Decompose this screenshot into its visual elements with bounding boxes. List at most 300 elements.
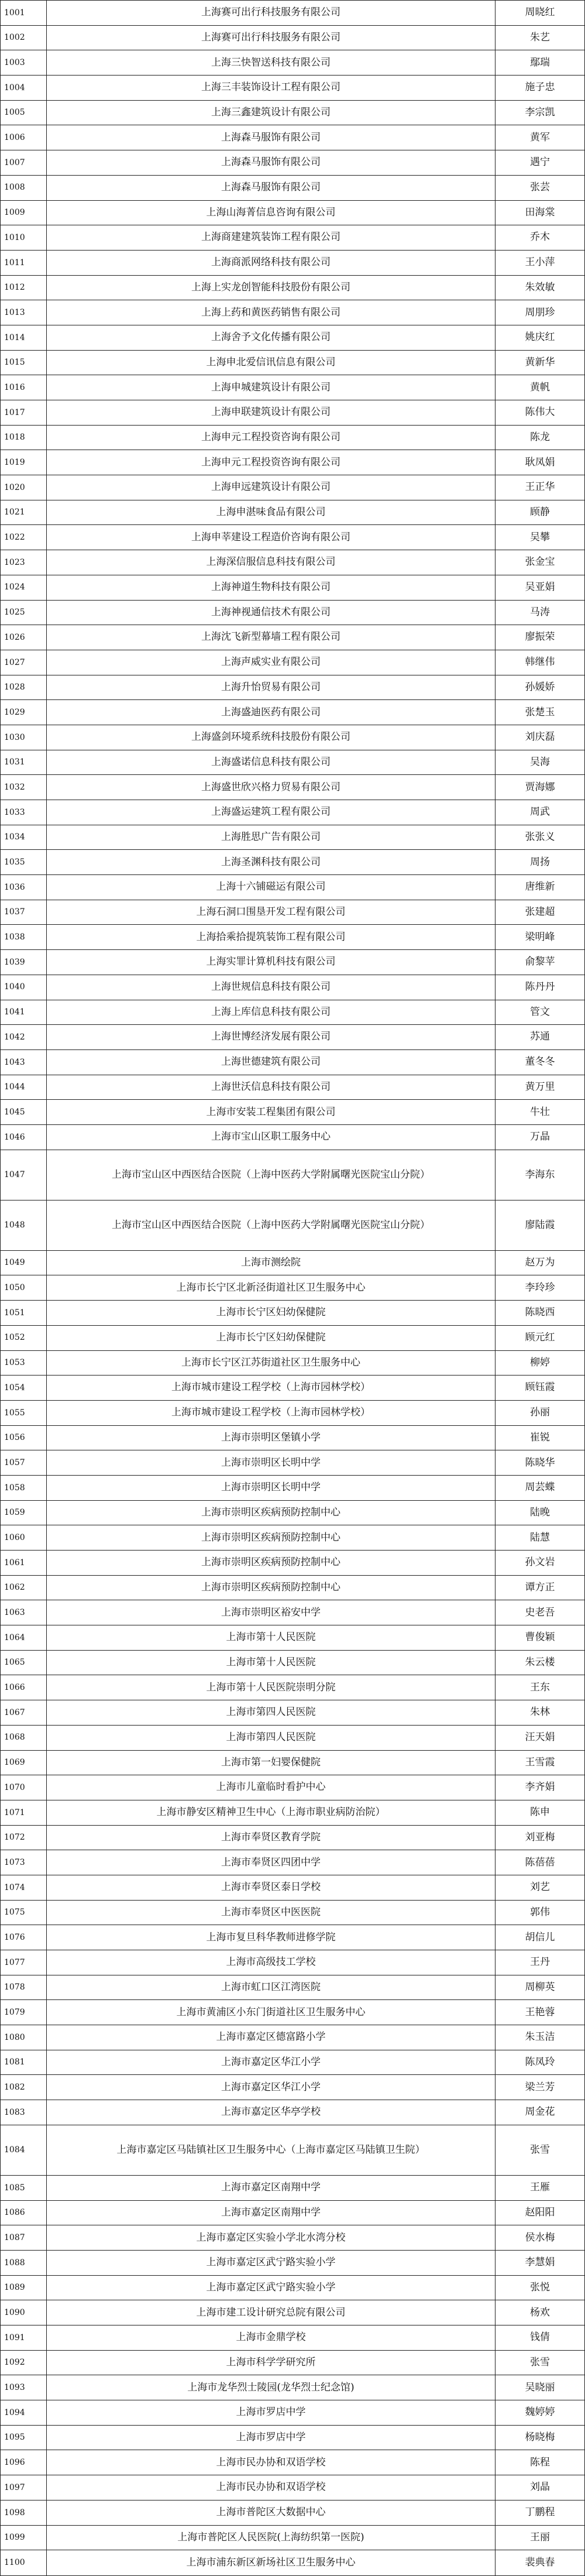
row-person-name: 马涛 [495, 600, 585, 625]
row-organization: 上海世博经济发展有限公司 [47, 1025, 495, 1050]
row-organization: 上海市长宁区妇幼保健院 [47, 1301, 495, 1326]
row-person-name: 魏婷婷 [495, 2400, 585, 2426]
row-id: 1098 [1, 2500, 47, 2525]
row-person-name: 陆慧 [495, 1525, 585, 1551]
row-id: 1076 [1, 1925, 47, 1950]
row-person-name: 吴晓丽 [495, 2375, 585, 2400]
row-organization: 上海拾乘拾提筑装饰工程有限公司 [47, 925, 495, 950]
row-organization: 上海市宝山区中西医结合医院（上海中医药大学附属曙光医院宝山分院） [47, 1200, 495, 1250]
row-organization: 上海上库信息科技有限公司 [47, 1000, 495, 1025]
row-id: 1085 [1, 2175, 47, 2200]
table-row [1, 1700, 585, 1726]
row-person-name: 唐维新 [495, 875, 585, 900]
table-row [1, 2125, 585, 2175]
row-id: 1050 [1, 1275, 47, 1301]
row-id: 1035 [1, 850, 47, 875]
table-row [1, 2525, 585, 2550]
row-id: 1077 [1, 1950, 47, 1975]
table-row [1, 1, 585, 26]
table-row [1, 825, 585, 850]
row-person-name: 崔锐 [495, 1425, 585, 1450]
row-organization: 上海市奉贤区中医医院 [47, 1900, 495, 1925]
row-person-name: 董冬冬 [495, 1049, 585, 1075]
row-id: 1074 [1, 1875, 47, 1900]
table-row [1, 1376, 585, 1401]
row-organization: 上海市测绘院 [47, 1250, 495, 1275]
row-person-name: 顾钰霞 [495, 1376, 585, 1401]
row-person-name: 吴海 [495, 750, 585, 775]
row-person-name: 陈蓓蓓 [495, 1850, 585, 1875]
row-organization: 上海沈飞新型幕墙工程有限公司 [47, 625, 495, 650]
table-row [1, 1475, 585, 1500]
row-person-name: 刘庆磊 [495, 725, 585, 750]
row-organization: 上海申湛味食品有限公司 [47, 500, 495, 525]
row-id: 1040 [1, 975, 47, 1000]
row-organization: 上海市长宁区江苏街道社区卫生服务中心 [47, 1350, 495, 1376]
table-row [1, 575, 585, 600]
row-person-name: 耿凤娟 [495, 450, 585, 475]
table-row [1, 450, 585, 475]
row-person-name: 周晓红 [495, 1, 585, 26]
table-row [1, 975, 585, 1000]
row-id: 1100 [1, 2550, 47, 2576]
row-id: 1087 [1, 2225, 47, 2251]
row-organization: 上海市浦东新区新场社区卫生服务中心 [47, 2550, 495, 2576]
row-person-name: 张张义 [495, 825, 585, 850]
row-id: 1016 [1, 375, 47, 400]
row-organization: 上海申城建筑设计有限公司 [47, 375, 495, 400]
row-organization: 上海市第十人民医院 [47, 1625, 495, 1651]
row-person-name: 孙媛娇 [495, 675, 585, 700]
table-row [1, 2400, 585, 2426]
row-id: 1015 [1, 350, 47, 375]
row-organization: 上海市奉贤区四团中学 [47, 1850, 495, 1875]
row-organization: 上海市第四人民医院 [47, 1725, 495, 1750]
row-id: 1007 [1, 150, 47, 176]
table-row [1, 1775, 585, 1800]
table-row [1, 1800, 585, 1825]
row-id: 1063 [1, 1600, 47, 1625]
table-row [1, 1000, 585, 1025]
row-id: 1033 [1, 800, 47, 825]
table-row [1, 2350, 585, 2375]
row-organization: 上海商建建筑装饰工程有限公司 [47, 225, 495, 251]
row-id: 1097 [1, 2475, 47, 2500]
table-row [1, 800, 585, 825]
table-row [1, 76, 585, 101]
table-row [1, 1900, 585, 1925]
row-id: 1038 [1, 925, 47, 950]
row-organization: 上海市嘉定区马陆镇社区卫生服务中心（上海市嘉定区马陆镇卫生院） [47, 2125, 495, 2175]
row-id: 1091 [1, 2325, 47, 2351]
row-organization: 上海市崇明区长明中学 [47, 1450, 495, 1476]
table-row [1, 1400, 585, 1425]
row-organization: 上海森马服饰有限公司 [47, 125, 495, 150]
table-row [1, 750, 585, 775]
row-id: 1067 [1, 1700, 47, 1726]
row-organization: 上海胜思广告有限公司 [47, 825, 495, 850]
row-id: 1001 [1, 1, 47, 26]
table-row [1, 2550, 585, 2576]
row-organization: 上海市民办协和双语学校 [47, 2475, 495, 2500]
row-organization: 上海市黄浦区小东门街道社区卫生服务中心 [47, 2000, 495, 2025]
row-id: 1037 [1, 900, 47, 925]
row-organization: 上海市奉贤区泰日学校 [47, 1875, 495, 1900]
row-organization: 上海三鑫建筑设计有限公司 [47, 100, 495, 125]
row-id: 1032 [1, 775, 47, 800]
row-person-name: 王雁 [495, 2175, 585, 2200]
table-row [1, 850, 585, 875]
row-id: 1041 [1, 1000, 47, 1025]
row-id: 1028 [1, 675, 47, 700]
row-person-name: 陈丹丹 [495, 975, 585, 1000]
row-id: 1010 [1, 225, 47, 251]
row-id: 1078 [1, 1975, 47, 2000]
row-organization: 上海市城市建设工程学校（上海市园林学校） [47, 1376, 495, 1401]
row-person-name: 王艳蓉 [495, 2000, 585, 2025]
row-organization: 上海市嘉定区武宁路实验小学 [47, 2250, 495, 2275]
table-row [1, 950, 585, 975]
row-id: 1011 [1, 250, 47, 275]
row-organization: 上海申莘建设工程造价咨询有限公司 [47, 525, 495, 550]
row-person-name: 刘晶 [495, 2475, 585, 2500]
table-row [1, 2225, 585, 2251]
row-organization: 上海市民办协和双语学校 [47, 2450, 495, 2475]
row-person-name: 朱效敏 [495, 275, 585, 300]
row-person-name: 乔木 [495, 225, 585, 251]
row-person-name: 周扬 [495, 850, 585, 875]
table-row [1, 2475, 585, 2500]
row-person-name: 吴亚娟 [495, 575, 585, 600]
row-person-name: 贾海娜 [495, 775, 585, 800]
row-organization: 上海市崇明区长明中学 [47, 1475, 495, 1500]
row-organization: 上海深信服信息科技有限公司 [47, 550, 495, 575]
row-person-name: 王正华 [495, 475, 585, 500]
table-row [1, 1950, 585, 1975]
table-row [1, 1625, 585, 1651]
row-id: 1034 [1, 825, 47, 850]
row-person-name: 丁鹏程 [495, 2500, 585, 2525]
row-id: 1046 [1, 1124, 47, 1150]
row-organization: 上海市嘉定区华江小学 [47, 2050, 495, 2075]
table-row [1, 300, 585, 325]
row-id: 1096 [1, 2450, 47, 2475]
row-id: 1068 [1, 1725, 47, 1750]
row-id: 1052 [1, 1325, 47, 1350]
row-organization: 上海世沃信息科技有限公司 [47, 1075, 495, 1100]
row-person-name: 施子忠 [495, 76, 585, 101]
row-id: 1079 [1, 2000, 47, 2025]
row-id: 1089 [1, 2275, 47, 2300]
table-row [1, 2100, 585, 2125]
table-row [1, 2250, 585, 2275]
row-person-name: 张芸 [495, 175, 585, 200]
row-person-name: 廖振荣 [495, 625, 585, 650]
row-id: 1022 [1, 525, 47, 550]
row-organization: 上海盛诺信息科技有限公司 [47, 750, 495, 775]
table-row [1, 350, 585, 375]
table-row [1, 2075, 585, 2100]
table-row [1, 1825, 585, 1850]
row-organization: 上海市罗店中学 [47, 2425, 495, 2450]
row-person-name: 李玲珍 [495, 1275, 585, 1301]
row-organization: 上海市崇明区疾病预防控制中心 [47, 1575, 495, 1600]
row-organization: 上海盛剑环境系统科技股份有限公司 [47, 725, 495, 750]
row-person-name: 张建超 [495, 900, 585, 925]
table-row [1, 1150, 585, 1200]
row-person-name: 张雪 [495, 2350, 585, 2375]
table-row [1, 650, 585, 675]
row-person-name: 朱林 [495, 1700, 585, 1726]
row-person-name: 赵万为 [495, 1250, 585, 1275]
row-person-name: 谭方正 [495, 1575, 585, 1600]
row-id: 1025 [1, 600, 47, 625]
row-organization: 上海市第十人民医院 [47, 1650, 495, 1675]
row-organization: 上海三快智送科技有限公司 [47, 50, 495, 76]
row-id: 1012 [1, 275, 47, 300]
row-person-name: 朱艺 [495, 25, 585, 50]
row-id: 1061 [1, 1551, 47, 1576]
table-row [1, 1275, 585, 1301]
row-id: 1056 [1, 1425, 47, 1450]
row-id: 1014 [1, 325, 47, 350]
table-row [1, 1025, 585, 1050]
table-row [1, 275, 585, 300]
table-row [1, 1850, 585, 1875]
row-organization: 上海市罗店中学 [47, 2400, 495, 2426]
row-person-name: 姚庆红 [495, 325, 585, 350]
row-organization: 上海申远建筑设计有限公司 [47, 475, 495, 500]
table-row [1, 1450, 585, 1476]
row-organization: 上海市第四人民医院 [47, 1700, 495, 1726]
row-person-name: 黄新华 [495, 350, 585, 375]
row-id: 1058 [1, 1475, 47, 1500]
table-row [1, 1575, 585, 1600]
table-row [1, 2025, 585, 2050]
table-row [1, 1325, 585, 1350]
row-id: 1083 [1, 2100, 47, 2125]
row-organization: 上海市崇明区裕安中学 [47, 1600, 495, 1625]
row-id: 1088 [1, 2250, 47, 2275]
row-person-name: 曹俊颖 [495, 1625, 585, 1651]
row-organization: 上海市第一妇婴保健院 [47, 1750, 495, 1775]
row-person-name: 陈程 [495, 2450, 585, 2475]
row-id: 1020 [1, 475, 47, 500]
row-person-name: 黄万里 [495, 1075, 585, 1100]
row-person-name: 李宗凯 [495, 100, 585, 125]
row-organization: 上海石洞口围垦开发工程有限公司 [47, 900, 495, 925]
row-person-name: 周武 [495, 800, 585, 825]
row-person-name: 鄢瑞 [495, 50, 585, 76]
row-organization: 上海上药和黄医药销售有限公司 [47, 300, 495, 325]
table-row [1, 1725, 585, 1750]
row-organization: 上海市高级技工学校 [47, 1950, 495, 1975]
row-id: 1064 [1, 1625, 47, 1651]
row-organization: 上海十六铺磁运有限公司 [47, 875, 495, 900]
row-person-name: 钱倩 [495, 2325, 585, 2351]
row-id: 1047 [1, 1150, 47, 1200]
row-person-name: 牛壮 [495, 1100, 585, 1125]
row-person-name: 遇宁 [495, 150, 585, 176]
row-person-name: 周金花 [495, 2100, 585, 2125]
row-person-name: 王雪霞 [495, 1750, 585, 1775]
table-row [1, 2175, 585, 2200]
row-id: 1043 [1, 1049, 47, 1075]
row-person-name: 郭伟 [495, 1900, 585, 1925]
row-organization: 上海市崇明区疾病预防控制中心 [47, 1525, 495, 1551]
table-row [1, 50, 585, 76]
row-id: 1059 [1, 1500, 47, 1525]
row-id: 1031 [1, 750, 47, 775]
row-organization: 上海市嘉定区武宁路实验小学 [47, 2275, 495, 2300]
row-person-name: 赵阳阳 [495, 2200, 585, 2225]
row-organization: 上海市金鼎学校 [47, 2325, 495, 2351]
row-id: 1093 [1, 2375, 47, 2400]
row-person-name: 周朋珍 [495, 300, 585, 325]
row-organization: 上海市嘉定区南翔中学 [47, 2200, 495, 2225]
table-row [1, 175, 585, 200]
row-id: 1030 [1, 725, 47, 750]
table-row [1, 1675, 585, 1700]
table-row [1, 1075, 585, 1100]
row-person-name: 吴攀 [495, 525, 585, 550]
table-row [1, 2425, 585, 2450]
row-organization: 上海神视通信技术有限公司 [47, 600, 495, 625]
row-person-name: 李海东 [495, 1150, 585, 1200]
row-organization: 上海商派网络科技有限公司 [47, 250, 495, 275]
row-id: 1070 [1, 1775, 47, 1800]
table-row [1, 2200, 585, 2225]
table-row [1, 1975, 585, 2000]
table-row [1, 1301, 585, 1326]
row-person-name: 张悦 [495, 2275, 585, 2300]
row-id: 1065 [1, 1650, 47, 1675]
row-id: 1042 [1, 1025, 47, 1050]
row-id: 1060 [1, 1525, 47, 1551]
row-person-name: 梁明峰 [495, 925, 585, 950]
row-id: 1095 [1, 2425, 47, 2450]
table-row [1, 1500, 585, 1525]
row-id: 1027 [1, 650, 47, 675]
row-person-name: 汪天娟 [495, 1725, 585, 1750]
row-person-name: 周柳英 [495, 1975, 585, 2000]
row-person-name: 刘亚梅 [495, 1825, 585, 1850]
row-person-name: 杨欢 [495, 2300, 585, 2325]
row-id: 1044 [1, 1075, 47, 1100]
row-person-name: 周芸蝶 [495, 1475, 585, 1500]
row-id: 1023 [1, 550, 47, 575]
row-id: 1029 [1, 700, 47, 725]
row-organization: 上海市嘉定区华江小学 [47, 2075, 495, 2100]
row-organization: 上海市科学学研究所 [47, 2350, 495, 2375]
row-person-name: 陈晓华 [495, 1450, 585, 1476]
row-organization: 上海市崇明区疾病预防控制中心 [47, 1500, 495, 1525]
row-organization: 上海舍予文化传播有限公司 [47, 325, 495, 350]
table-row [1, 150, 585, 176]
row-organization: 上海升怡贸易有限公司 [47, 675, 495, 700]
row-organization: 上海市复旦科华教师进修学院 [47, 1925, 495, 1950]
row-organization: 上海盛运建筑工程有限公司 [47, 800, 495, 825]
row-person-name: 杨晓梅 [495, 2425, 585, 2450]
table-row [1, 1124, 585, 1150]
row-organization: 上海盛世欣兴格力贸易有限公司 [47, 775, 495, 800]
row-id: 1084 [1, 2125, 47, 2175]
row-person-name: 陈伟大 [495, 400, 585, 426]
row-organization: 上海市嘉定区德富路小学 [47, 2025, 495, 2050]
row-person-name: 陈凤玲 [495, 2050, 585, 2075]
table-row [1, 525, 585, 550]
row-id: 1039 [1, 950, 47, 975]
row-person-name: 李慧娟 [495, 2250, 585, 2275]
row-organization: 上海实罪计算机科技有限公司 [47, 950, 495, 975]
row-id: 1053 [1, 1350, 47, 1376]
table-row [1, 325, 585, 350]
row-person-name: 顾元红 [495, 1325, 585, 1350]
row-organization: 上海市第十人民医院崇明分院 [47, 1675, 495, 1700]
table-row [1, 25, 585, 50]
roster-body [1, 1, 585, 2576]
table-row [1, 125, 585, 150]
row-organization: 上海市崇明区疾病预防控制中心 [47, 1551, 495, 1576]
table-row [1, 1925, 585, 1950]
row-id: 1009 [1, 200, 47, 225]
row-id: 1094 [1, 2400, 47, 2426]
row-person-name: 黄帆 [495, 375, 585, 400]
table-row [1, 1350, 585, 1376]
table-row [1, 425, 585, 450]
row-organization: 上海市普陀区大数据中心 [47, 2500, 495, 2525]
table-row [1, 550, 585, 575]
table-row [1, 900, 585, 925]
row-person-name: 俞黎苹 [495, 950, 585, 975]
row-id: 1013 [1, 300, 47, 325]
table-row [1, 875, 585, 900]
table-row [1, 700, 585, 725]
row-person-name: 王丹 [495, 1950, 585, 1975]
row-organization: 上海市奉贤区教育学院 [47, 1825, 495, 1850]
row-person-name: 张金宝 [495, 550, 585, 575]
row-id: 1071 [1, 1800, 47, 1825]
table-row [1, 1875, 585, 1900]
row-person-name: 朱云楼 [495, 1650, 585, 1675]
row-person-name: 李齐娟 [495, 1775, 585, 1800]
row-person-name: 陈晓西 [495, 1301, 585, 1326]
row-organization: 上海申元工程投资咨询有限公司 [47, 425, 495, 450]
table-row [1, 725, 585, 750]
row-id: 1004 [1, 76, 47, 101]
row-person-name: 史老吾 [495, 1600, 585, 1625]
row-id: 1080 [1, 2025, 47, 2050]
row-organization: 上海市虹口区江湾医院 [47, 1975, 495, 2000]
row-id: 1057 [1, 1450, 47, 1476]
table-row [1, 1750, 585, 1775]
row-organization: 上海圣渊科技有限公司 [47, 850, 495, 875]
row-person-name: 韩继伟 [495, 650, 585, 675]
row-person-name: 黄军 [495, 125, 585, 150]
row-organization: 上海上实龙创智能科技股份有限公司 [47, 275, 495, 300]
row-organization: 上海神道生物科技有限公司 [47, 575, 495, 600]
row-id: 1092 [1, 2350, 47, 2375]
table-row [1, 250, 585, 275]
table-row [1, 225, 585, 251]
row-person-name: 王丽 [495, 2525, 585, 2550]
table-row [1, 1049, 585, 1075]
table-row [1, 1525, 585, 1551]
row-id: 1019 [1, 450, 47, 475]
row-organization: 上海申元工程投资咨询有限公司 [47, 450, 495, 475]
row-id: 1090 [1, 2300, 47, 2325]
row-organization: 上海赛可出行科技服务有限公司 [47, 1, 495, 26]
